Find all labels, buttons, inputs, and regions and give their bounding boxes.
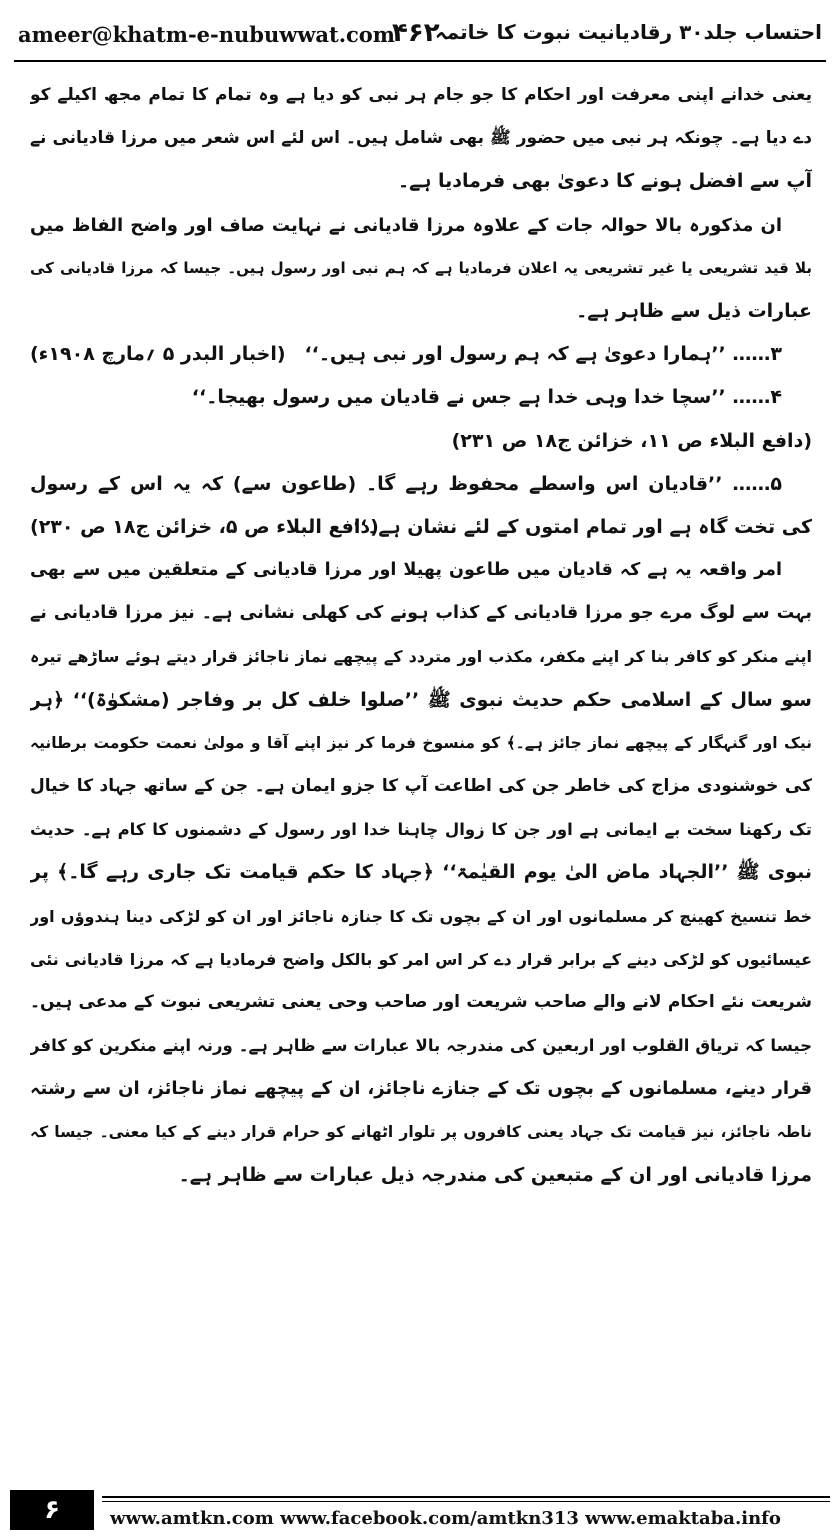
body-line-19: کی خوشنودی مزاج کی خاطر جن کی اطاعت آپ کا جزو ایمان ہے۔ جن کے ساتھ جہاد کا خیال [30,776,812,796]
body-line-3: آپ سے افضل ہونے کا دعویٰ بھی فرمادیا ہے۔ [397,170,812,193]
quote-3-line [30,333,812,376]
footer-page-number: ۶ [10,1490,94,1530]
body-line-5: بلا قید تشریعی یا غیر تشریعی یہ اعلان فرمادیا ہے کہ ہم نبی اور رسول ہیں۔ جیسا کہ مرزا قادیانی کی [30,258,812,277]
body-line-26: قرار دینے، مسلمانوں کے بچوں تک کے جنازے ناجائز، ان کے پیچھے نماز ناجائز، ان سے رشتہ [30,1078,812,1100]
page-header [14,18,826,52]
quote-3-citation: (اخبار البدر ۵ ؍مارچ ۱۹۰۸ء) [30,343,286,366]
body-line-1: یعنی خدانے اپنی معرفت اور احکام کا جو جام ہر نبی کو دیا ہے وہ تمام کا تمام مجھ اکیلے کو [30,85,812,105]
body-line-27: ناطہ ناجائز، نیز قیامت تک جہاد یعنی کافروں پر تلوار اٹھانے کو حرام قرار دینے کے کیا معنی۔ جیسا کہ [30,1122,812,1141]
body-line-24: شریعت نئے احکام لانے والے صاحب شریعت اور صاحب وحی یعنی تشریعی نبوت کے مدعی ہیں۔ [30,991,812,1012]
body-line-21: نبوی ﷺ ’’الجہاد ماض الیٰ یوم القیٰمۃ‘‘ ﴿جہاد کا حکم قیامت تک جاری رہے گا۔﴾ پر [30,861,812,884]
page-footer [10,1490,830,1530]
body-line-16: اپنے منکر کو کافر بنا کر اپنے مکفر، مکذب اور متردد کے پیچھے نماز ناجائز قرار دیتے ہوئے ساڑھے تیرہ [30,647,812,667]
body-line-14: امر واقعہ یہ ہے کہ قادیان میں طاعون پھیلا اور مرزا قادیانی کے متعلقین میں سے بھی [30,560,782,581]
body-line-28: مرزا قادیانی اور ان کے متبعین کی مندرجہ ذیل عبارات سے ظاہر ہے۔ [178,1163,812,1186]
body-line-6: عبارات ذیل سے ظاہر ہے۔ [576,299,812,322]
body-line-25: جیسا کہ تریاق القلوب اور اربعین کی مندرجہ بالا عبارات سے ظاہر ہے۔ ورنہ اپنے منکرین کو کافر [30,1036,812,1056]
body-line-20: تک رکھنا سخت بے ایمانی ہے اور جن کا زوال چاہنا خدا اور رسول کے دشمنوں کا کام ہے۔ حدیث [30,820,812,840]
footer-rule-thick [102,1496,830,1498]
body-line-4: ان مذکورہ بالا حوالہ جات کے علاوہ مرزا قادیانی نے نہایت صاف اور واضح الفاظ میں [30,214,782,236]
quote-4-text: ۴…… ’’سچا خدا وہی خدا ہے جس نے قادیان میں رسول بھیجا۔‘‘ [191,386,782,409]
header-title: احتساب جلد۳۰ رقادیانیت نبوت کا خاتمہ [434,20,822,44]
quote-5-text: کی تخت گاہ ہے اور تمام امتوں کے لئے نشان ہے۔‘‘ [352,515,812,538]
quote-5-line-1: ۵…… ’’قادیان اس واسطے محفوظ رہے گا۔ (طاعون سے) کہ یہ اس کے رسول [30,472,782,495]
quote-5-citation: (دافع البلاء ص ۵، خزائن ج۱۸ ص ۲۳۰) [30,515,379,538]
body-line-18: نیک اور گنہگار کے پیچھے نماز جائز ہے۔﴾ کو منسوخ فرما کر نیز اپنے آقا و مولیٰ نعمت حکومت برطانیہ [30,733,812,752]
body-line-15: بہت سے لوگ مرے جو مرزا قادیانی کے کذاب ہونے کی کھلی نشانی ہے۔ نیز مرزا قادیانی نے [30,603,812,624]
body-line-23: عیسائیوں کو لڑکی دینے کے برابر قرار دے کر اس امر کو بالکل واضح فرمادیا ہے کہ مرزا قادیانی نئی [30,949,812,969]
body-line-22: خط تنسیخ کھینچ کر مسلمانوں اور ان کے بچوں تک کا جنازہ ناجائز اور ان کو لڑکی دینا ہندوؤں اور [30,906,812,926]
quote-5-line-2 [30,506,812,549]
header-page-number: ۴۶۲ [392,18,440,48]
body-line-17: سو سال کے اسلامی حکم حدیث نبوی ﷺ ’’صلوا خلف کل بر وفاجر (مشکوٰۃ)‘‘ ﴿ہر [30,688,812,711]
quote-3-text: ۳…… ’’ہمارا دعویٰ ہے کہ ہم رسول اور نبی ہیں۔‘‘ [304,343,782,366]
footer-urls: www.amtkn.com www.facebook.com/amtkn313 www.emaktaba.info [110,1508,781,1529]
page-body [30,74,812,1197]
quote-4-citation: (دافع البلاء ص ۱۱، خزائن ج۱۸ ص ۲۳۱) [451,429,812,452]
body-line-2: دے دیا ہے۔ چونکہ ہر نبی میں حضور ﷺ بھی شامل ہیں۔ اس لئے اس شعر میں مرزا قادیانی نے [30,128,812,149]
footer-rule-thin [102,1501,830,1502]
header-email: ameer@khatm-e-nubuwwat.com [18,22,396,47]
header-rule [14,60,826,62]
